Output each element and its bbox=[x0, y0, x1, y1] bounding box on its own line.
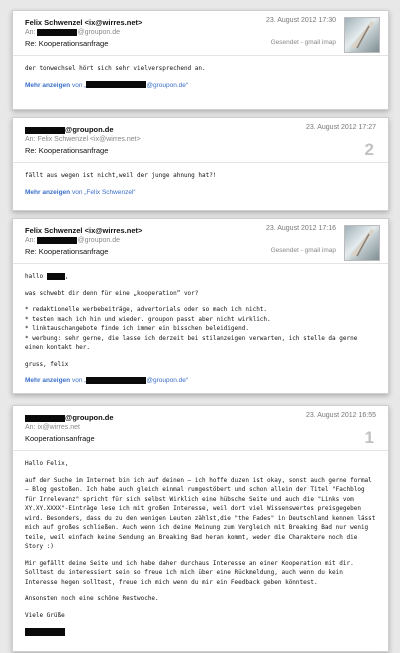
subject: Re: Kooperationsanfrage bbox=[25, 247, 109, 256]
email-header bbox=[13, 406, 388, 451]
show-more: Mehr anzeigen von „ @groupon.de“ bbox=[25, 81, 189, 89]
avatar-photo-icon bbox=[345, 18, 379, 52]
redacted-block bbox=[37, 29, 77, 36]
sent-status: Gesendet - gmail imap bbox=[270, 39, 336, 46]
email-card-4[interactable] bbox=[12, 405, 389, 652]
date: 23. August 2012 16:55 bbox=[305, 412, 376, 419]
email-body: der tonwechsel hört sich sehr vielversprechend an. Mehr anzeigen von „ @groupon.de“ bbox=[13, 56, 388, 98]
email-header bbox=[13, 11, 388, 56]
date: 23. August 2012 17:16 bbox=[265, 225, 336, 232]
email-card-2[interactable] bbox=[12, 117, 389, 211]
show-more-link[interactable]: Mehr anzeigen bbox=[25, 377, 71, 384]
show-more-link[interactable]: Mehr anzeigen bbox=[25, 188, 71, 196]
email-body: hallo , was schwebt dir denn für eine „kooperation“ vor? * redaktionelle werbebeiträge, advertorials oder so mach ich nicht. * testen mach ich hin und wieder. groupon passt aber nicht wirklich. * linktauschangebote finde ich immer ein bisschen beleidigend. * werbung: sehr gerne, die lasse ich derzeit bei stilanzeigen verwarten, ich stelle da gerne einen kontakt her. gruss, felix Mehr anzeigen von „ @groupon.de“ bbox=[13, 264, 388, 394]
redacted-block bbox=[86, 81, 146, 88]
recipient: An: @groupon.de bbox=[25, 237, 120, 244]
redacted-block bbox=[47, 273, 65, 280]
sent-status: Gesendet - gmail imap bbox=[270, 247, 336, 254]
bullet-list: * redaktionelle werbebeiträge, advertorials oder so mach ich nicht. * testen mach ich hin und wieder. groupon passt aber nicht wirklich. * linktauschangebote finde ich immer ein bisschen beleidigend. * werbung: sehr gerne, die lasse ich derzeit bei stilanzeigen verwarten, ich stelle da gerne einen kontakt her. bbox=[25, 306, 358, 351]
email-header bbox=[13, 219, 388, 264]
recipient: An: Felix Schwenzel <ix@wirres.net> bbox=[25, 136, 141, 143]
show-more: Mehr anzeigen von „ @groupon.de“ bbox=[25, 377, 189, 384]
redacted-block bbox=[25, 415, 65, 422]
redacted-signature bbox=[25, 628, 65, 636]
sender: @groupon.de bbox=[25, 412, 380, 423]
show-more-link[interactable]: Mehr anzeigen bbox=[25, 81, 71, 89]
email-body: fällt aus wegen ist nicht,weil der junge ahnung hat?! Mehr anzeigen von „Felix Schwenzel“ bbox=[13, 163, 388, 205]
date: 23. August 2012 17:27 bbox=[305, 124, 376, 131]
subject: Kooperationsanfrage bbox=[25, 434, 95, 443]
email-header bbox=[13, 118, 388, 163]
recipient: An: ix@wirres.net bbox=[25, 424, 80, 431]
thread-count: 2 bbox=[364, 140, 374, 159]
subject: Re: Kooperationsanfrage bbox=[25, 39, 109, 48]
email-body: Hallo Felix, auf der Suche im Internet bin ich auf deinen – ich hoffe duzen ist okay, sonst auch gerne formal – Blog gestoßen. Ich habe auch gleich einmal rumgestöbert und schon allein der Titel "Fachblog für Irrelevanz" spricht für sich selbst Wirklich eine hübsche Seite und auch die "Links vom XY.XY.XXXX"-Einträge lese ich mit großen Interesse, weil dort viel Wissenswertes preisgegeben wird. Besonders, dass du zu den wenigen Leuten zählst,die "the Fades" in Deutschland kennen lässt mich auf großes schließen. Auch wenn ich deine Meinung zum Vergleich mit Breaking Bad nur wenig teile, weil einfach keine Sendung an Breaking Bad heran kommt, weder die Charaktere noch die Story :) Mir gefällt deine Seite und ich habe daher durchaus Interesse an einer Kooperation mit dir. Solltest du interessiert sein so freue ich mich über eine Rückmeldung, auch wenn du kein Interesse hegen solltest, freue ich mich wenn du mir ein Feedback geben könntest. Ansonsten noch eine schöne Restwoche. Viele Grüße bbox=[13, 451, 388, 645]
greeting: hallo , bbox=[25, 273, 69, 280]
thread-count: 1 bbox=[364, 428, 374, 447]
avatar bbox=[344, 225, 380, 261]
date: 23. August 2012 17:30 bbox=[265, 17, 336, 24]
sender: @groupon.de bbox=[25, 124, 380, 135]
subject: Re: Kooperationsanfrage bbox=[25, 146, 109, 155]
sender: Felix Schwenzel <ix@wirres.net> bbox=[25, 226, 143, 235]
sender: Felix Schwenzel <ix@wirres.net> bbox=[25, 18, 143, 27]
email-card-1[interactable] bbox=[12, 10, 389, 110]
avatar-photo-icon bbox=[345, 226, 379, 260]
show-more: Mehr anzeigen von „Felix Schwenzel“ bbox=[25, 188, 136, 196]
redacted-block bbox=[25, 127, 65, 134]
redacted-block bbox=[37, 237, 77, 244]
redacted-block bbox=[86, 377, 146, 384]
recipient: An: @groupon.de bbox=[25, 29, 120, 36]
avatar bbox=[344, 17, 380, 53]
email-card-3[interactable] bbox=[12, 218, 389, 394]
